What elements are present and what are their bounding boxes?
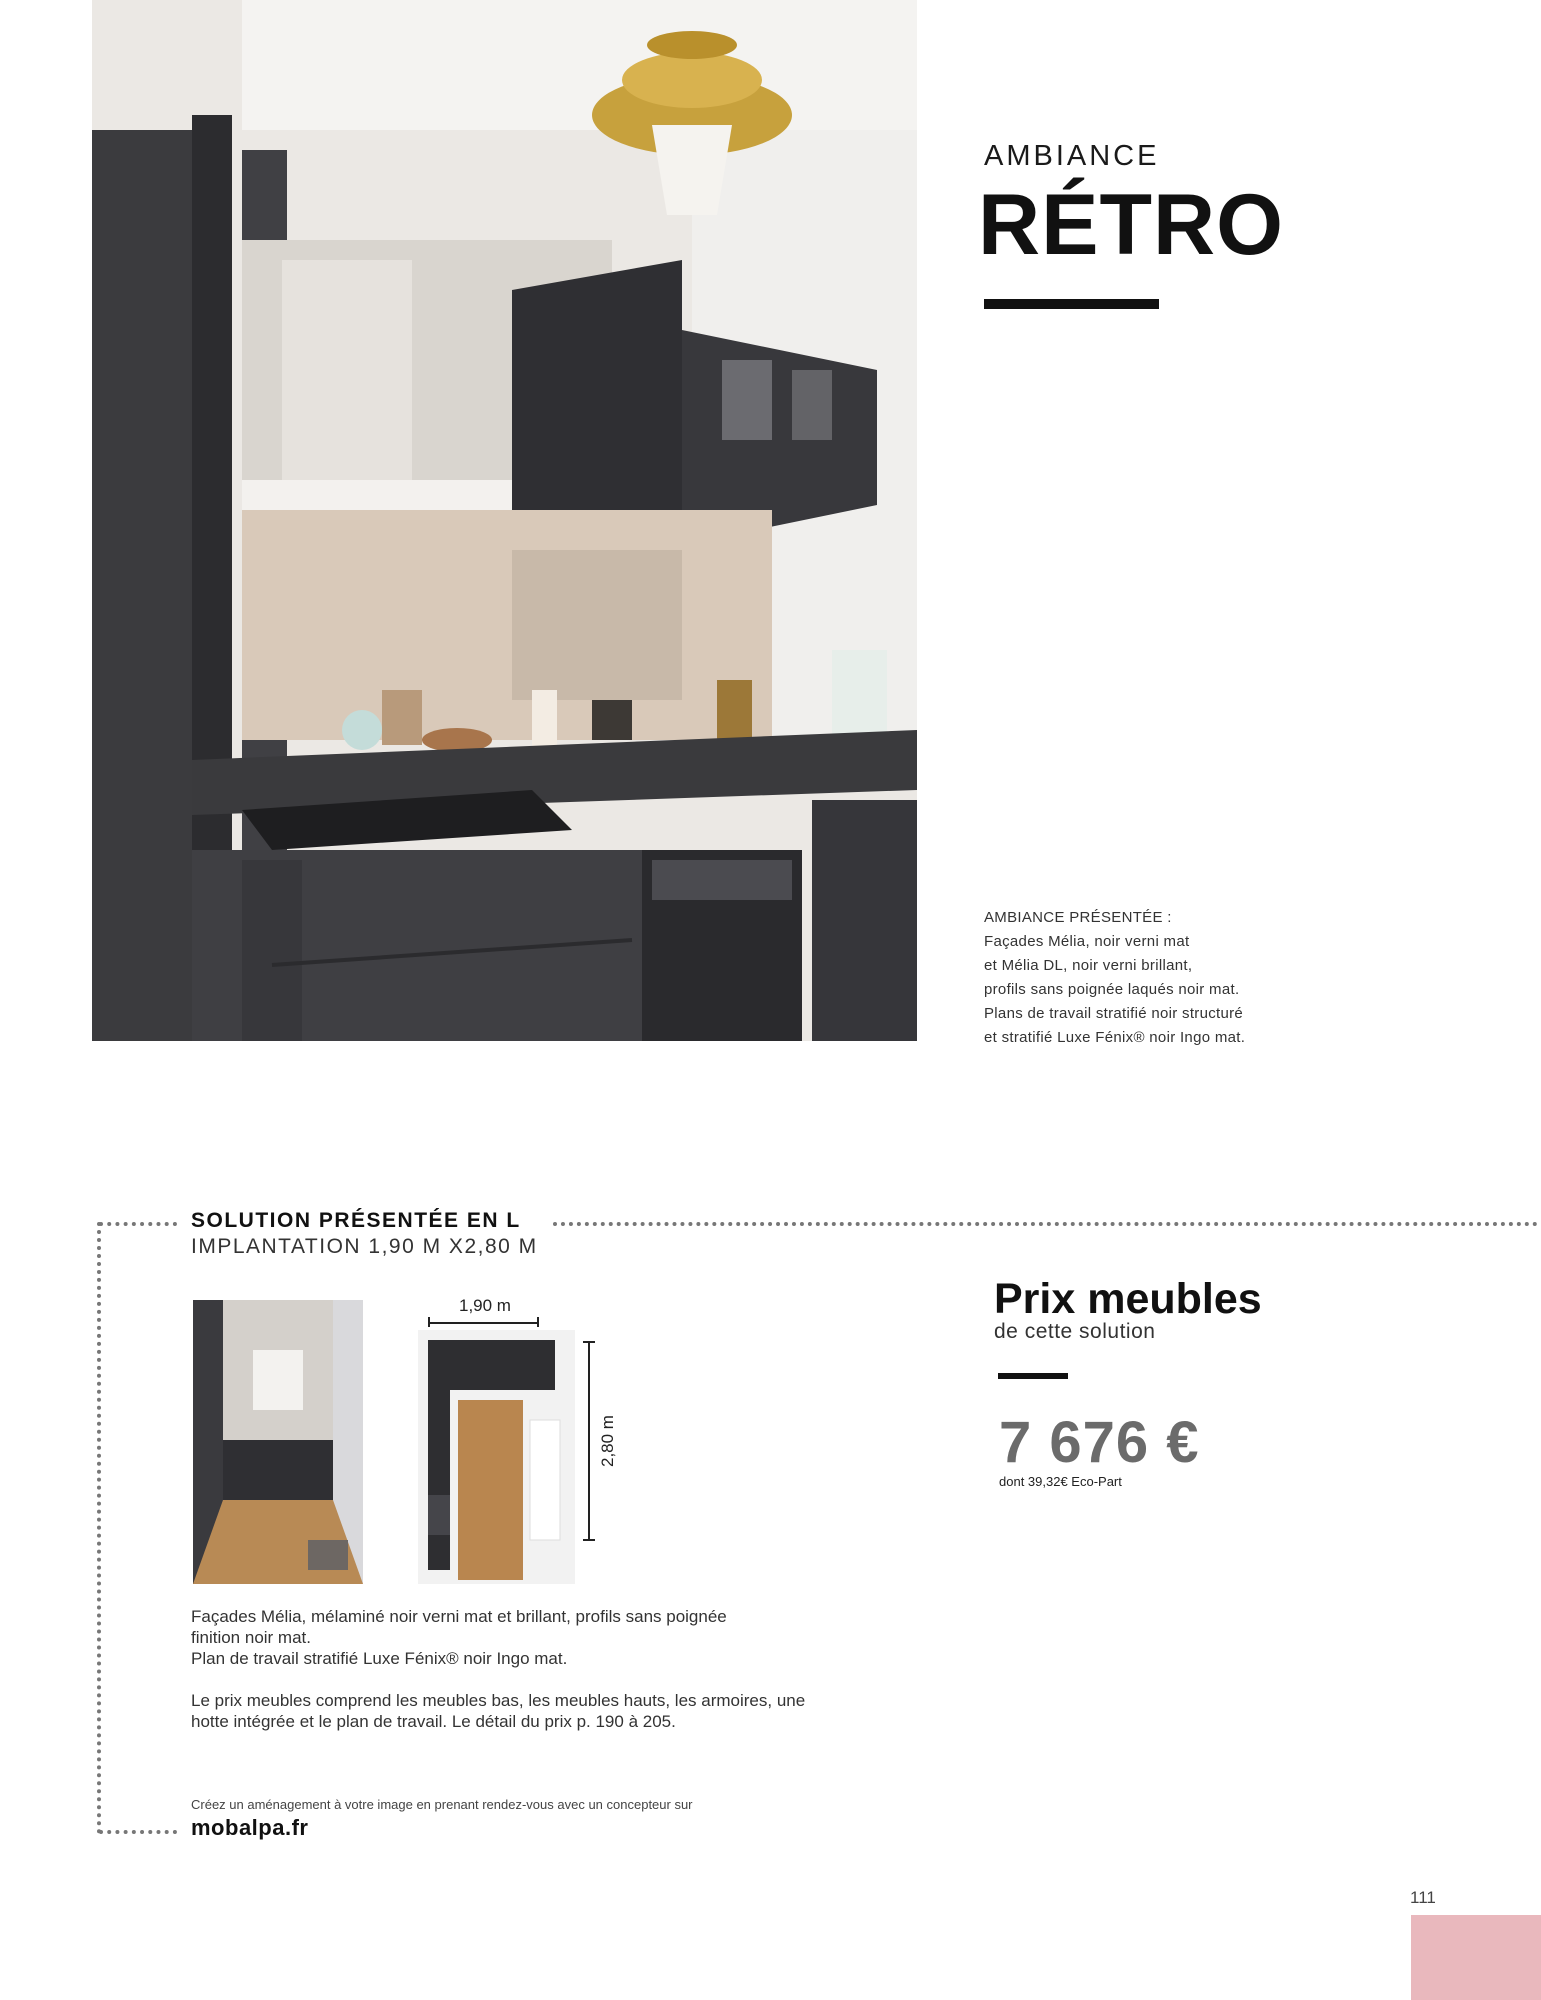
ambiance-line: AMBIANCE PRÉSENTÉE : bbox=[984, 909, 1172, 926]
dimension-tick bbox=[428, 1317, 430, 1327]
ambiance-line: et stratifié Luxe Fénix® noir Ingo mat. bbox=[984, 1029, 1246, 1046]
solution-title: SOLUTION PRÉSENTÉE EN L bbox=[191, 1209, 521, 1232]
kitchen-thumbnail-photo bbox=[193, 1300, 363, 1584]
dimension-width-line bbox=[428, 1322, 538, 1324]
dimension-tick bbox=[583, 1539, 595, 1541]
ambiance-line: et Mélia DL, noir verni brillant, bbox=[984, 957, 1193, 974]
description-line: Façades Mélia, mélaminé noir verni mat et brillant, profils sans poignée bbox=[191, 1607, 727, 1626]
kitchen-photo bbox=[92, 0, 917, 1041]
ambiance-line: Façades Mélia, noir verni mat bbox=[984, 933, 1190, 950]
solution-description bbox=[191, 1606, 871, 1732]
price-divider bbox=[998, 1373, 1068, 1379]
frame-top-left-dots bbox=[99, 1222, 177, 1226]
description-line: Le prix meubles comprend les meubles bas, les meubles hauts, les armoires, une bbox=[191, 1691, 806, 1710]
appointment-cta: Créez un aménagement à votre image en prenant rendez-vous avec un concepteur sur bbox=[191, 1797, 693, 1812]
description-line: Plan de travail stratifié Luxe Fénix® noir Ingo mat. bbox=[191, 1649, 568, 1668]
page-title: RÉTRO bbox=[978, 177, 1284, 273]
website-link[interactable]: mobalpa.fr bbox=[191, 1815, 309, 1840]
ambiance-description bbox=[984, 906, 1314, 1050]
ambiance-line: Plans de travail stratifié noir structuré bbox=[984, 1005, 1244, 1022]
frame-left-dots bbox=[97, 1222, 101, 1834]
price-heading: Prix meubles bbox=[994, 1275, 1262, 1323]
description-line: finition noir mat. bbox=[191, 1628, 311, 1647]
dimension-tick bbox=[583, 1341, 595, 1343]
frame-top-right-dots bbox=[553, 1222, 1538, 1226]
description-line: hotte intégrée et le plan de travail. Le détail du prix p. 190 à 205. bbox=[191, 1712, 676, 1731]
corner-accent-block bbox=[1411, 1915, 1541, 2000]
price-value: 7 676 € bbox=[999, 1410, 1200, 1475]
ambiance-line: profils sans poignée laqués noir mat. bbox=[984, 981, 1240, 998]
solution-subtitle: IMPLANTATION 1,90 M X2,80 M bbox=[191, 1235, 538, 1258]
dimension-width-label: 1,90 m bbox=[459, 1296, 511, 1315]
floor-plan-image bbox=[418, 1330, 575, 1584]
dimension-height-line bbox=[588, 1341, 590, 1541]
frame-bottom-dots bbox=[99, 1830, 177, 1834]
title-divider bbox=[984, 299, 1159, 309]
dimension-tick bbox=[537, 1317, 539, 1327]
dimension-height-label: 2,80 m bbox=[598, 1415, 617, 1467]
section-kicker: AMBIANCE bbox=[984, 140, 1160, 172]
price-subheading: de cette solution bbox=[994, 1320, 1156, 1343]
page-number: 111 bbox=[1410, 1888, 1436, 1907]
eco-part-note: dont 39,32€ Eco-Part bbox=[999, 1474, 1122, 1489]
